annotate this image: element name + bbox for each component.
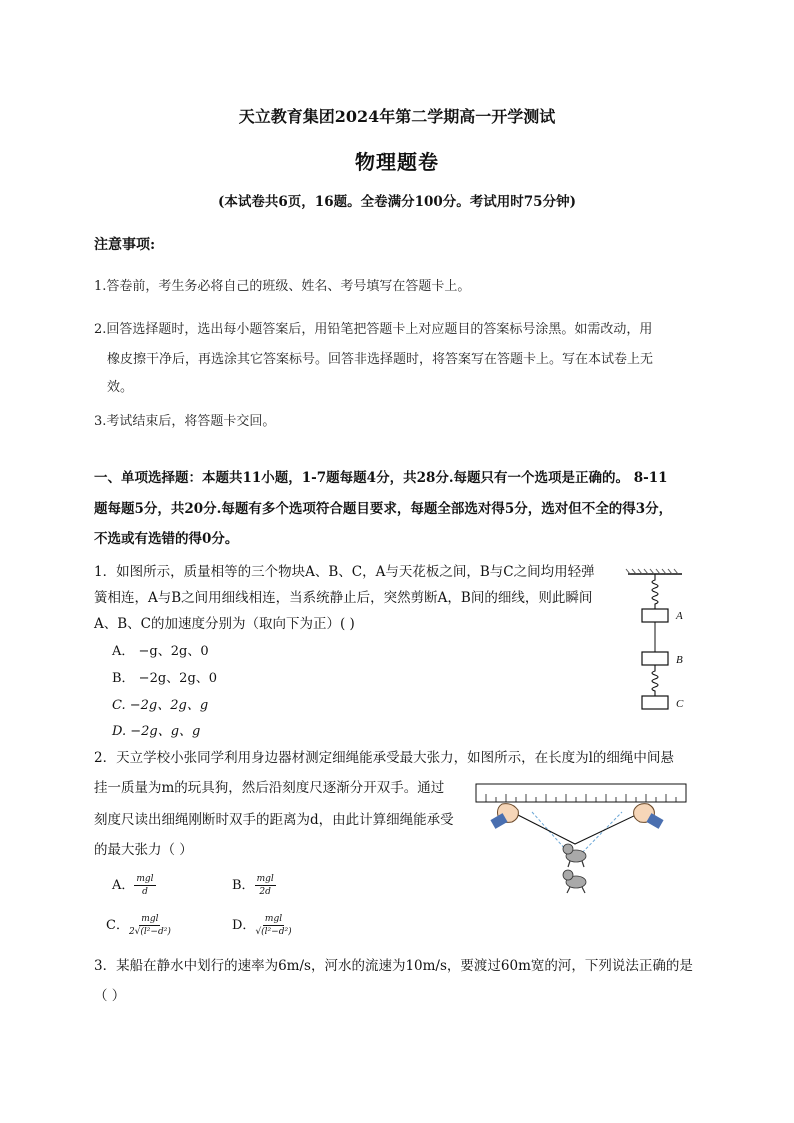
label-c: C bbox=[676, 698, 684, 710]
exam-title: 天立教育集团2024年第二学期高一开学测试 bbox=[238, 107, 556, 126]
note-line: 3.考试结束后，将答题卡交回。 bbox=[94, 414, 276, 429]
string bbox=[516, 814, 638, 844]
q1-stem-line: 簧相连，A与B之间用细线相连，当系统静止后，突然剪断A，B间的细线，则此瞬间 bbox=[94, 590, 593, 606]
q2-ruler-string-figure bbox=[472, 782, 692, 898]
q2-stem-line: 的最大张力（ ） bbox=[94, 842, 193, 858]
q1-option-a: A． −g、2g、0 bbox=[112, 644, 209, 659]
toy-dog-icon bbox=[563, 844, 586, 867]
q2-option-a: A． $\frac{\text{mgl}}{d}$ bbox=[112, 874, 154, 897]
ruler bbox=[476, 784, 686, 802]
notes-heading: 注意事项: bbox=[94, 237, 156, 253]
q2-stem-line: 挂一质量为m的玩具狗，然后沿刻度尺逐渐分开双手。通过 bbox=[94, 780, 445, 796]
q2-option-b: B． $\frac{\text{mgl}}{2d}$ bbox=[232, 874, 274, 897]
q1-stem-line: A、B、C的加速度分别为（取向下为正）( ) bbox=[94, 616, 355, 632]
label-a: A bbox=[676, 610, 683, 622]
q1-spring-block-figure bbox=[620, 568, 710, 716]
q3-stem-line: （ ） bbox=[94, 988, 126, 1004]
q1-option-b: B． −2g、2g、0 bbox=[112, 671, 218, 686]
q1-stem-line: 1．如图所示，质量相等的三个物块A、B、C，A与天花板之间，B与C之间均用轻弹 bbox=[94, 564, 595, 580]
spring-bottom bbox=[652, 665, 658, 696]
toy-dog-falling-icon bbox=[563, 870, 586, 893]
spring-top bbox=[652, 574, 658, 609]
note-line: 橡皮擦干净后，再选涂其它答案标号。回答非选择题时，将答案写在答题卡上。写在本试卷上无 bbox=[107, 352, 654, 367]
block-b bbox=[642, 652, 668, 665]
section-heading-line: 题每题5分，共20分.每题有多个选项符合题目要求，每题全部选对得5分，选对但不全的得3分， bbox=[94, 501, 673, 517]
exam-subject: 物理题卷 bbox=[355, 150, 439, 174]
exam-info: (本试卷共6页，16题。全卷满分100分。考试用时75分钟) bbox=[218, 194, 576, 210]
q2-option-c: C． $\frac{\text{mgl}}{\text{2√(l²−d²)}}$ bbox=[106, 914, 171, 937]
note-line: 1.答卷前，考生务必将自己的班级、姓名、考号填写在答题卡上。 bbox=[94, 279, 471, 294]
q2-stem-line: 刻度尺读出细绳刚断时双手的距离为d，由此计算细绳能承受 bbox=[94, 812, 454, 828]
note-line: 2.回答选择题时，选出每小题答案后，用铅笔把答题卡上对应题目的答案标号涂黑。如需改动，用 bbox=[94, 322, 653, 337]
section-heading-line: 不选或有选错的得0分。 bbox=[94, 531, 239, 547]
label-b: B bbox=[676, 654, 683, 666]
section-heading-line: 一、单项选择题：本题共11小题，1-7题每题4分，共28分.每题只有一个选项是正确的。 8-11 bbox=[94, 470, 668, 486]
block-c bbox=[642, 696, 668, 709]
q1-option-d: D. −2g、g、g bbox=[112, 724, 201, 739]
q2-stem-line: 2．天立学校小张同学利用身边器材测定细绳能承受最大张力，如图所示，在长度为l的细绳中间悬 bbox=[94, 750, 674, 766]
q2-option-d: D． $\frac{\text{mgl}}{\text{√(l²−d²)}}$ bbox=[232, 914, 292, 937]
q3-stem-line: 3．某船在静水中划行的速率为6m/s，河水的流速为10m/s，要渡过60m宽的河，下列说法正确的是 bbox=[94, 958, 693, 974]
q1-option-c: C. −2g、2g、g bbox=[112, 698, 209, 713]
note-line: 效。 bbox=[107, 380, 134, 395]
block-a bbox=[642, 609, 668, 622]
